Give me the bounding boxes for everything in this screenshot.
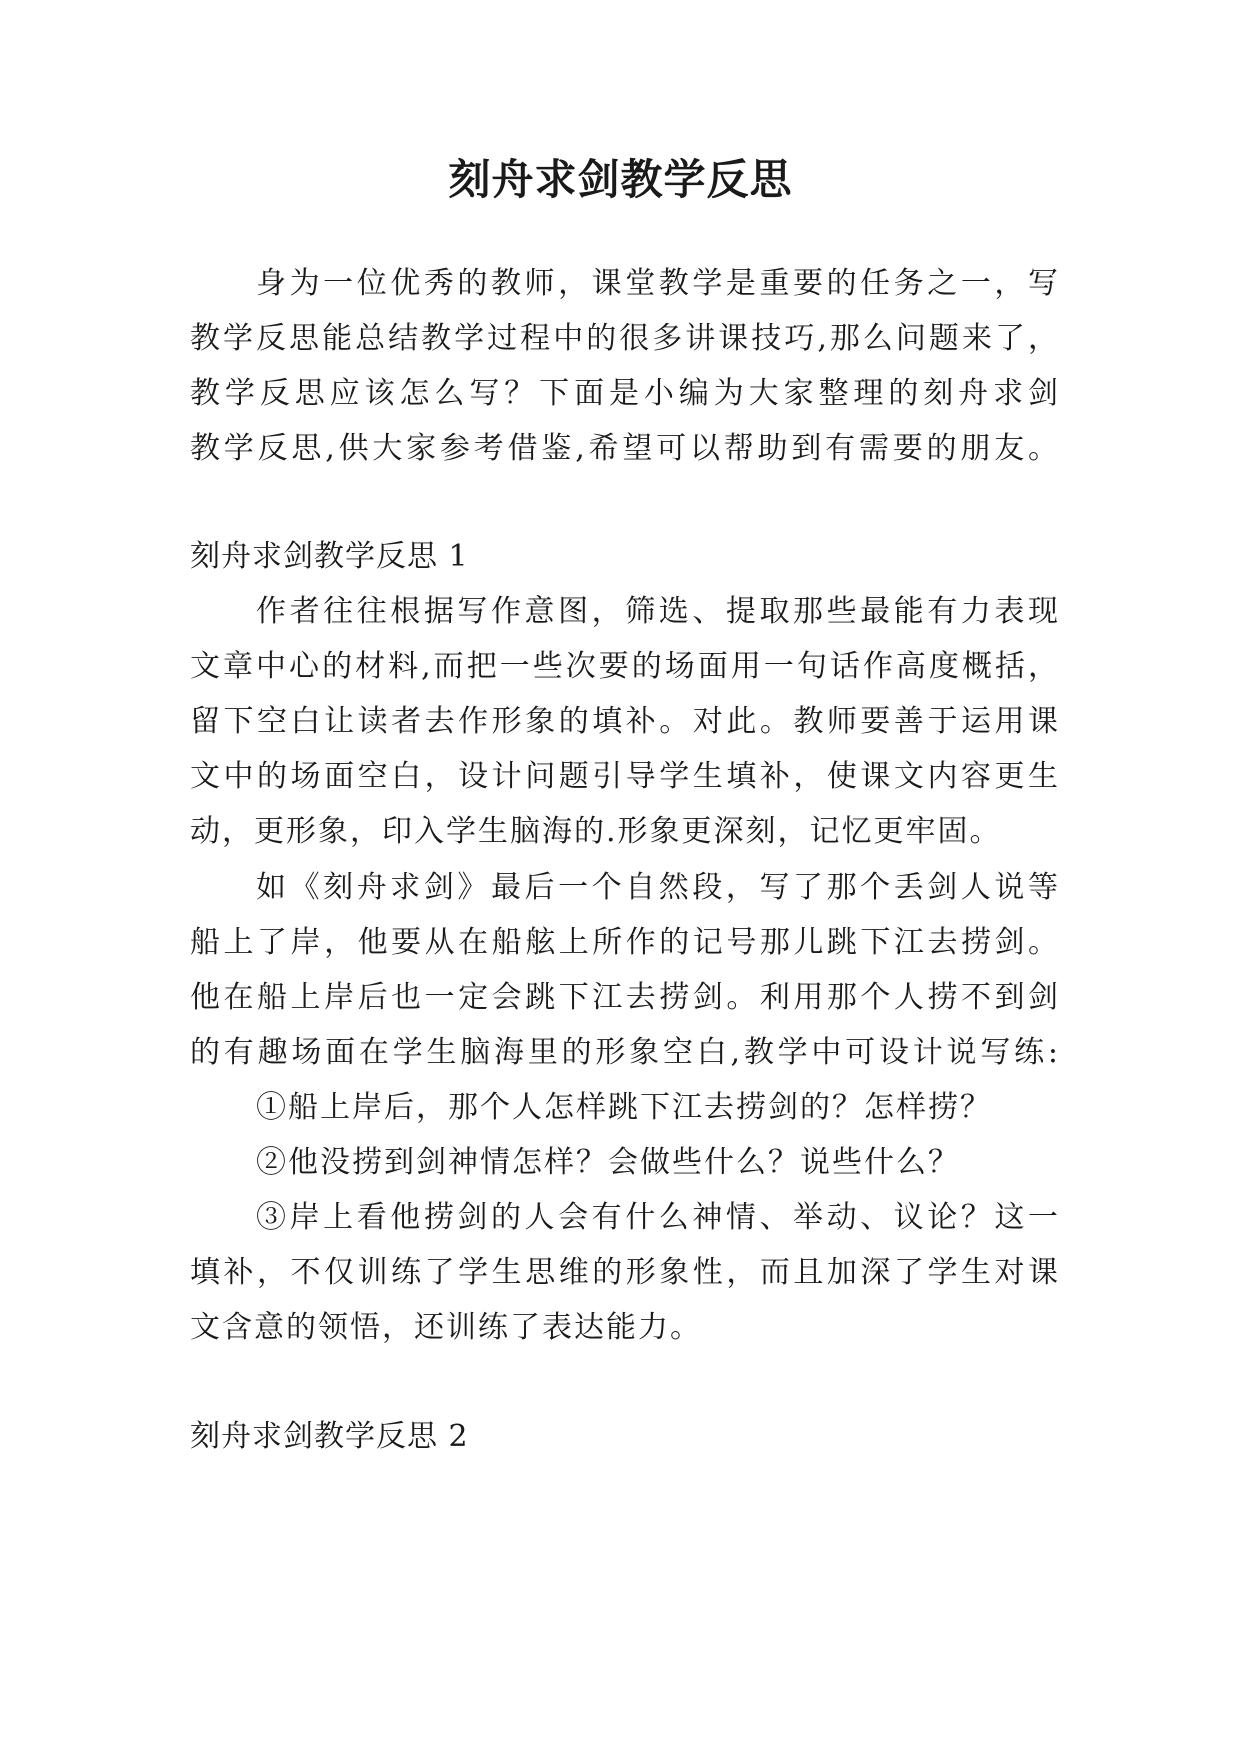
- s1-question-2: ②他没捞到剑神情怎样？会做些什么？说些什么？: [256, 1145, 960, 1180]
- intro-line-1: 身为一位优秀的教师，课堂教学是重要的任务之一，写: [256, 266, 1060, 301]
- s1-q3-line-2: 填补，不仅训练了学生思维的形象性，而且加深了学生对课: [190, 1255, 1060, 1290]
- s1-p2-line-1: 如《刻舟求剑》最后一个自然段，写了那个丢剑人说等: [256, 870, 1060, 905]
- s1-p1-line-4: 文中的场面空白，设计问题引导学生填补，使课文内容更生: [190, 759, 1060, 794]
- section-1-heading: 刻舟求剑教学反思 1: [190, 539, 469, 574]
- s1-q3-line-1: ③岸上看他捞剑的人会有什么神情、举动、议论？这一: [256, 1200, 1060, 1235]
- intro-line-4: 教学反思,供大家参考借鉴,希望可以帮助到有需要的朋友。: [190, 431, 1060, 466]
- s1-p1-line-3: 留下空白让读者去作形象的填补。对此。教师要善于运用课: [190, 704, 1060, 739]
- intro-line-2: 教学反思能总结教学过程中的很多讲课技巧,那么问题来了，: [190, 321, 1060, 356]
- s1-p2-line-4: 的有趣场面在学生脑海里的形象空白,教学中可设计说写练:: [190, 1035, 1060, 1070]
- section-2-heading: 刻舟求剑教学反思 2: [190, 1419, 469, 1454]
- document-title: 刻舟求剑教学反思: [448, 155, 793, 204]
- s1-question-1: ①船上岸后，那个人怎样跳下江去捞剑的？怎样捞？: [256, 1090, 992, 1125]
- s1-p2-line-2: 船上了岸，他要从在船舷上所作的记号那儿跳下江去捞剑。: [190, 925, 1060, 960]
- s1-p2-line-3: 他在船上岸后也一定会跳下江去捞剑。利用那个人捞不到剑: [190, 980, 1060, 1015]
- s1-p1-line-2: 文章中心的材料,而把一些次要的场面用一句话作高度概括，: [190, 649, 1060, 684]
- intro-line-3: 教学反思应该怎么写？下面是小编为大家整理的刻舟求剑: [190, 376, 1060, 411]
- s1-p1-line-5: 动，更形象，印入学生脑海的.形象更深刻，记忆更牢固。: [190, 814, 1002, 849]
- s1-p1-line-1: 作者往往根据写作意图，筛选、提取那些最能有力表现: [256, 594, 1060, 629]
- s1-q3-line-3: 文含意的领悟，还训练了表达能力。: [190, 1310, 702, 1345]
